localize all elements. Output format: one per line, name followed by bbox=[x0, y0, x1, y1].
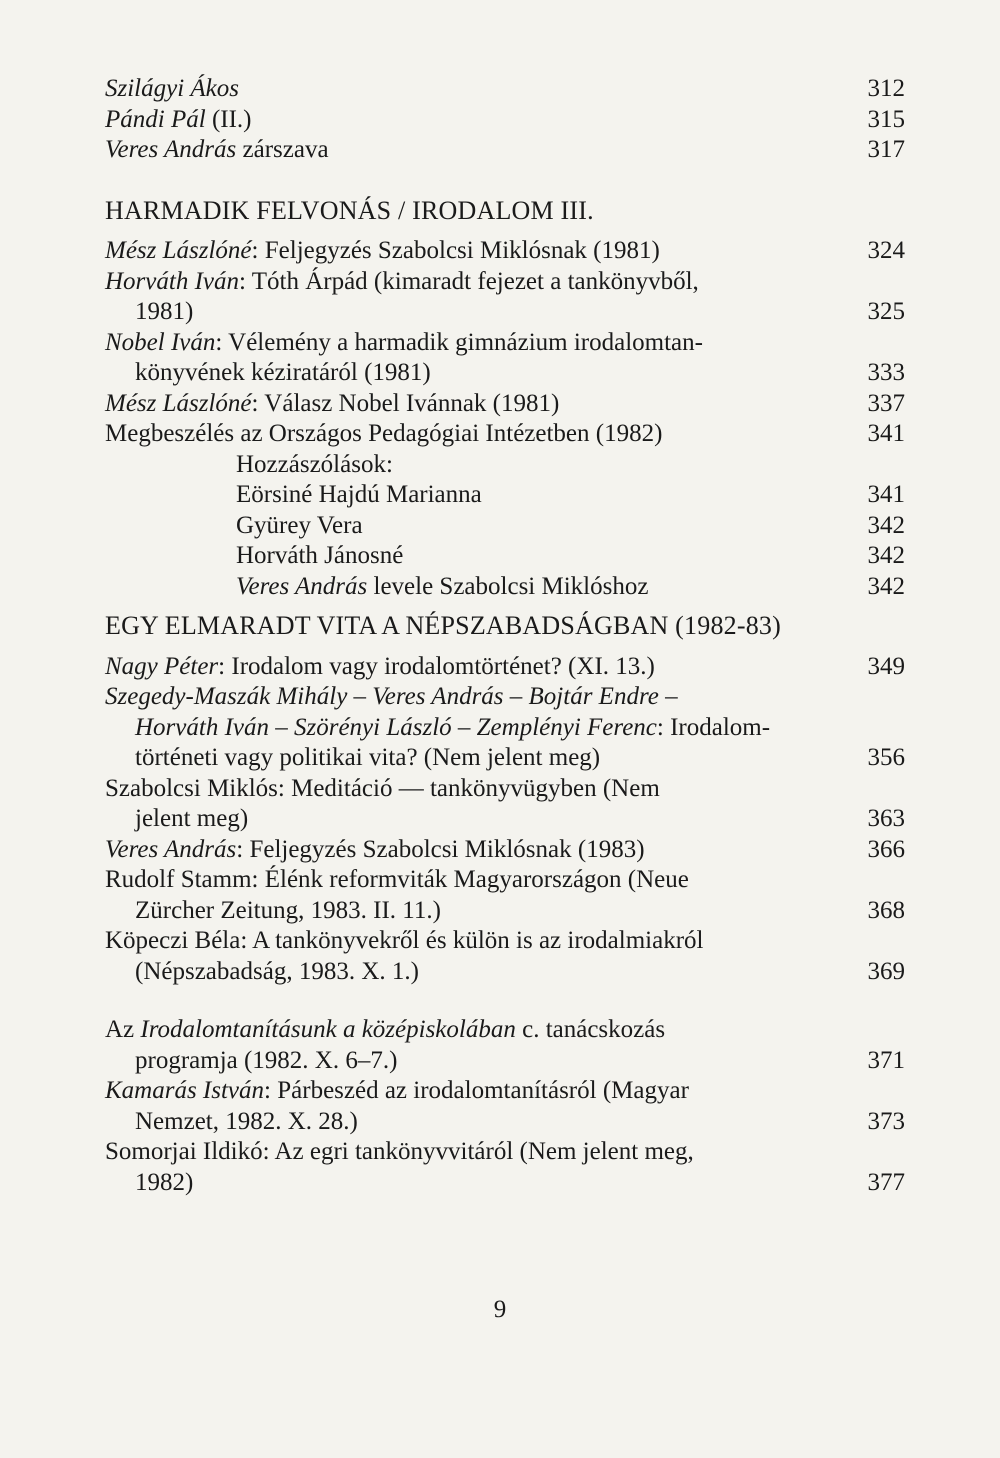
toc-page-number: 315 bbox=[867, 105, 905, 133]
toc-entry bbox=[105, 511, 905, 542]
toc-author: Veres András bbox=[105, 835, 237, 863]
toc-page-number: 337 bbox=[867, 389, 905, 417]
toc-page-number: 371 bbox=[867, 1046, 905, 1074]
toc-title: Somorjai Ildikó: Az egri tankönyvvitáról (Nem jelent meg, bbox=[105, 1138, 694, 1165]
toc-page-number: 333 bbox=[867, 359, 905, 386]
toc-title-continuation: könyvének kéziratáról (1981) bbox=[135, 359, 431, 386]
toc-title: Megbeszélés az Országos Pedagógiai Intézetben (1982) bbox=[105, 420, 663, 447]
toc-title-continuation: (Népszabadság, 1983. X. 1.) bbox=[135, 957, 419, 985]
toc-entry bbox=[105, 105, 905, 136]
toc-entry bbox=[105, 865, 905, 926]
spacer bbox=[105, 987, 905, 1015]
toc-author: Pándi Pál bbox=[105, 105, 206, 133]
toc-entry bbox=[105, 389, 905, 420]
toc-title: Köpeczi Béla: A tankönyvekről és külön is az irodalmiakról bbox=[105, 927, 704, 954]
toc-author: Mész Lászlóné bbox=[105, 389, 252, 417]
toc-title: Gyürey Vera bbox=[236, 511, 363, 539]
toc-entry bbox=[105, 480, 905, 511]
toc-title: levele Szabolcsi Miklóshoz bbox=[367, 572, 649, 600]
toc-page-number: 363 bbox=[867, 805, 905, 832]
page-number: 9 bbox=[493, 1296, 507, 1323]
toc-title-continuation: Nemzet, 1982. X. 28.) bbox=[135, 1107, 358, 1135]
toc-page-number: 341 bbox=[867, 481, 905, 508]
toc-page-number: 341 bbox=[867, 420, 905, 447]
toc-page-number: 342 bbox=[867, 572, 905, 600]
toc-entry bbox=[105, 682, 905, 774]
toc-title: Eörsiné Hajdú Marianna bbox=[236, 481, 482, 508]
toc-page-number: 369 bbox=[867, 957, 905, 985]
toc-author: Szegedy-Maszák Mihály – Veres András – Bojtár Endre – bbox=[105, 683, 678, 710]
toc-title: Szabolcsi Miklós: Meditáció — tankönyvügyben (Nem bbox=[105, 774, 660, 802]
toc-entry bbox=[105, 835, 905, 866]
toc-entry bbox=[105, 135, 905, 166]
toc-entry bbox=[105, 1076, 905, 1137]
toc-entry bbox=[105, 74, 905, 105]
toc-author: Mész Lászlóné bbox=[105, 237, 252, 264]
toc-page-number: 324 bbox=[867, 237, 905, 264]
toc-author: Nagy Péter bbox=[105, 652, 219, 680]
toc-title: zárszava bbox=[236, 136, 329, 163]
toc-page-number: 373 bbox=[867, 1107, 905, 1135]
toc-title: Hozzászólások: bbox=[236, 450, 393, 478]
toc-title: Rudolf Stamm: Élénk reformviták Magyarországon (Neue bbox=[105, 866, 689, 893]
toc-title: : Tóth Árpád (kimaradt fejezet a tankönyvből, bbox=[239, 267, 699, 295]
toc-page-number: 317 bbox=[867, 136, 905, 163]
toc-title: (II.) bbox=[205, 105, 252, 133]
toc-title-continuation: jelent meg) bbox=[135, 805, 249, 832]
toc-entry bbox=[105, 572, 905, 603]
toc-entry bbox=[105, 541, 905, 572]
section-heading: HARMADIK FELVONÁS / IRODALOM III. bbox=[105, 195, 594, 225]
toc-title: : Irodalom- bbox=[656, 713, 771, 741]
toc-title: : Feljegyzés Szabolcsi Miklósnak (1981) bbox=[251, 237, 660, 264]
toc-entry bbox=[105, 1015, 905, 1076]
toc-entry bbox=[105, 236, 905, 267]
toc-page-number: 366 bbox=[867, 835, 905, 863]
toc-title-continuation: 1981) bbox=[135, 298, 194, 325]
toc-subheading bbox=[105, 450, 905, 481]
toc-page-number: 312 bbox=[867, 75, 905, 102]
table-of-contents bbox=[105, 74, 905, 1198]
toc-title: Az bbox=[105, 1016, 141, 1043]
toc-entry bbox=[105, 267, 905, 328]
toc-page-number: 377 bbox=[867, 1168, 905, 1196]
toc-page-number: 349 bbox=[867, 652, 905, 680]
toc-title-continuation: Zürcher Zeitung, 1983. II. 11.) bbox=[135, 896, 441, 924]
toc-author: Horváth Iván bbox=[105, 267, 239, 295]
toc-entry bbox=[105, 652, 905, 683]
toc-title: Horváth Jánosné bbox=[236, 542, 404, 569]
toc-page-number: 356 bbox=[867, 744, 905, 771]
toc-event-title: Irodalomtanításunk a középiskolában bbox=[140, 1016, 516, 1043]
toc-title-continuation: programja (1982. X. 6–7.) bbox=[135, 1046, 398, 1074]
toc-entry bbox=[105, 328, 905, 389]
toc-title-continuation: történeti vagy politikai vita? (Nem jelent meg) bbox=[135, 744, 601, 771]
toc-page-number: 368 bbox=[867, 896, 905, 924]
toc-title: : Irodalom vagy irodalomtörténet? (XI. 13.) bbox=[218, 652, 655, 680]
toc-title: : Válasz Nobel Ivánnak (1981) bbox=[251, 389, 560, 417]
toc-entry bbox=[105, 774, 905, 835]
toc-author: Szilágyi Ákos bbox=[105, 75, 240, 102]
toc-title: : Párbeszéd az irodalomtanításról (Magyar bbox=[264, 1077, 689, 1104]
toc-author: Kamarás István bbox=[105, 1077, 265, 1104]
toc-author: Horváth Iván – Szörényi László – Zemplényi Ferenc bbox=[135, 713, 657, 741]
toc-title: : Feljegyzés Szabolcsi Miklósnak (1983) bbox=[236, 835, 645, 863]
toc-author: Nobel Iván bbox=[105, 328, 216, 356]
toc-page-number: 342 bbox=[867, 511, 905, 539]
toc-entry bbox=[105, 419, 905, 450]
toc-title: c. tanácskozás bbox=[515, 1016, 666, 1043]
toc-title-continuation: 1982) bbox=[135, 1168, 194, 1196]
toc-title: : Vélemény a harmadik gimnázium irodalomtan- bbox=[215, 328, 703, 356]
toc-author: Veres András bbox=[236, 572, 368, 600]
toc-author: Veres András bbox=[105, 136, 237, 163]
toc-page-number: 325 bbox=[867, 298, 905, 325]
section-heading: EGY ELMARADT VITA A NÉPSZABADSÁGBAN (1982-83) bbox=[105, 611, 781, 640]
toc-entry bbox=[105, 926, 905, 987]
toc-page-number: 342 bbox=[867, 542, 905, 569]
toc-entry bbox=[105, 1137, 905, 1198]
